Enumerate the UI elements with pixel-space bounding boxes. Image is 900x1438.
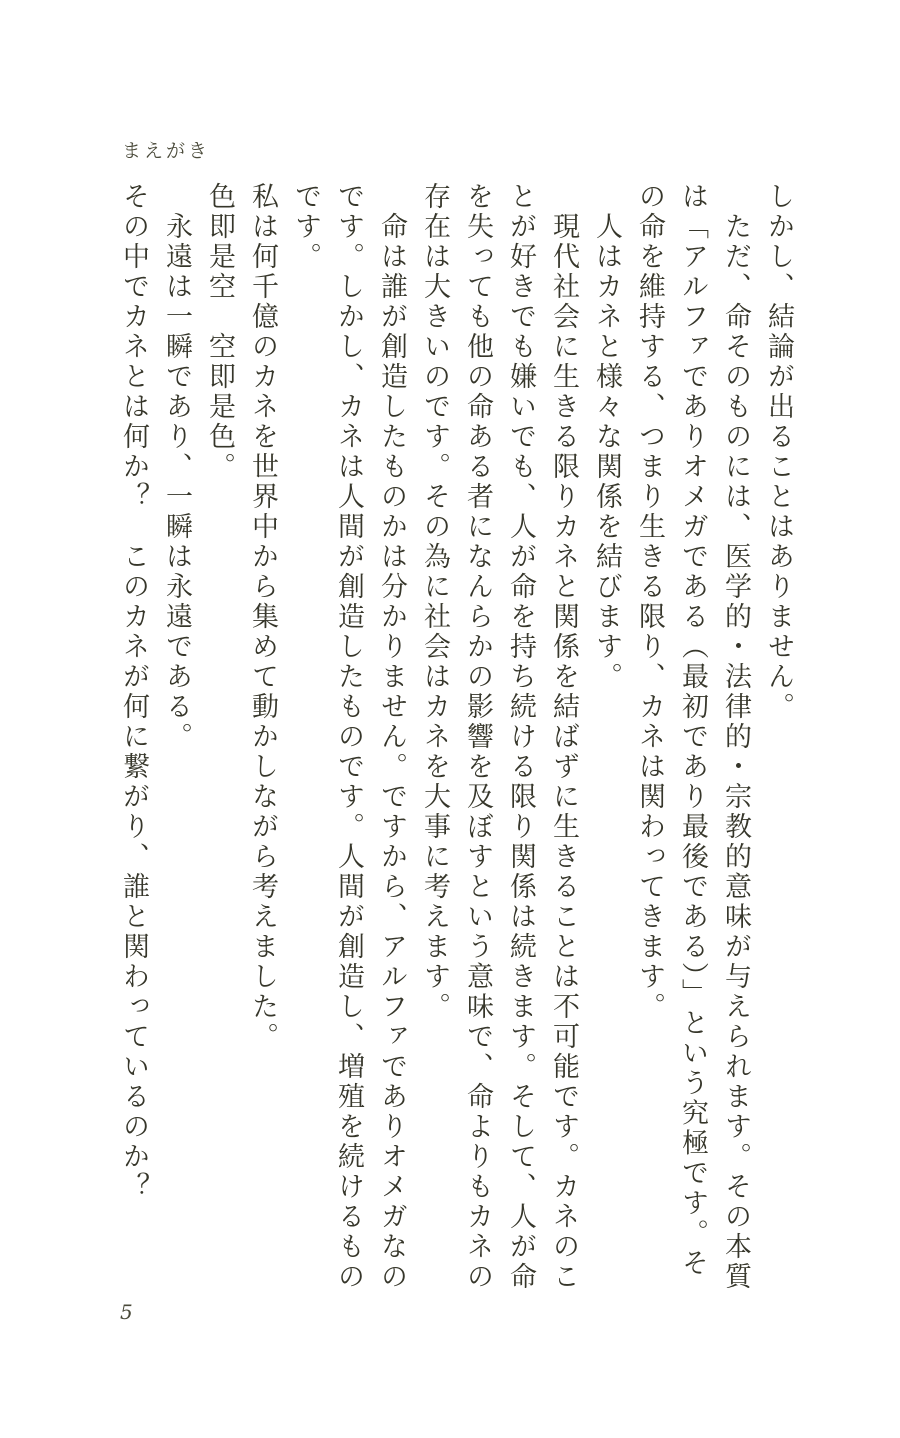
paragraph: 命は誰が創造したものかは分かりません。ですから、アルファでありオメガなのです。しかし、カネは人間が創造したものです。人間が創造し、増殖を続けるものです。 xyxy=(290,182,407,1292)
running-head: まえがき xyxy=(122,140,211,162)
paragraph: 色即是空 空即是色。 xyxy=(204,182,235,482)
paragraph: 永遠は一瞬であり、一瞬は永遠である。 xyxy=(161,182,192,752)
paragraph: 私は何千億のカネを世界中から集めて動かしながら考えました。 xyxy=(247,182,278,1052)
page-number: 5 xyxy=(120,1300,133,1324)
body-text xyxy=(112,182,800,1302)
paragraph: 現代社会に生きる限りカネと関係を結ばずに生きることは不可能です。カネのことが好きでも嫌いでも、人が命を持ち続ける限り関係は続きます。そして、人が命を失っても他の命ある者になんらかの影響を及ぼすという意味で、命よりもカネの存在は大きいのです。その為に社会はカネを大事に考えます。 xyxy=(419,182,579,1292)
paragraph: 人はカネと様々な関係を結びます。 xyxy=(591,182,622,692)
paragraph: ただ、命そのものには、医学的・法律的・宗教的意味が与えられます。その本質は「アルファでありオメガである（最初であり最後である）」という究極です。その命を維持する、つまり生きる限り、カネは関わってきます。 xyxy=(634,182,751,1292)
paragraph: その中でカネとは何か？ このカネが何に繋がり、誰と関わっているのか？ xyxy=(118,182,149,1202)
paragraph: しかし、結論が出ることはありません。 xyxy=(763,182,794,722)
